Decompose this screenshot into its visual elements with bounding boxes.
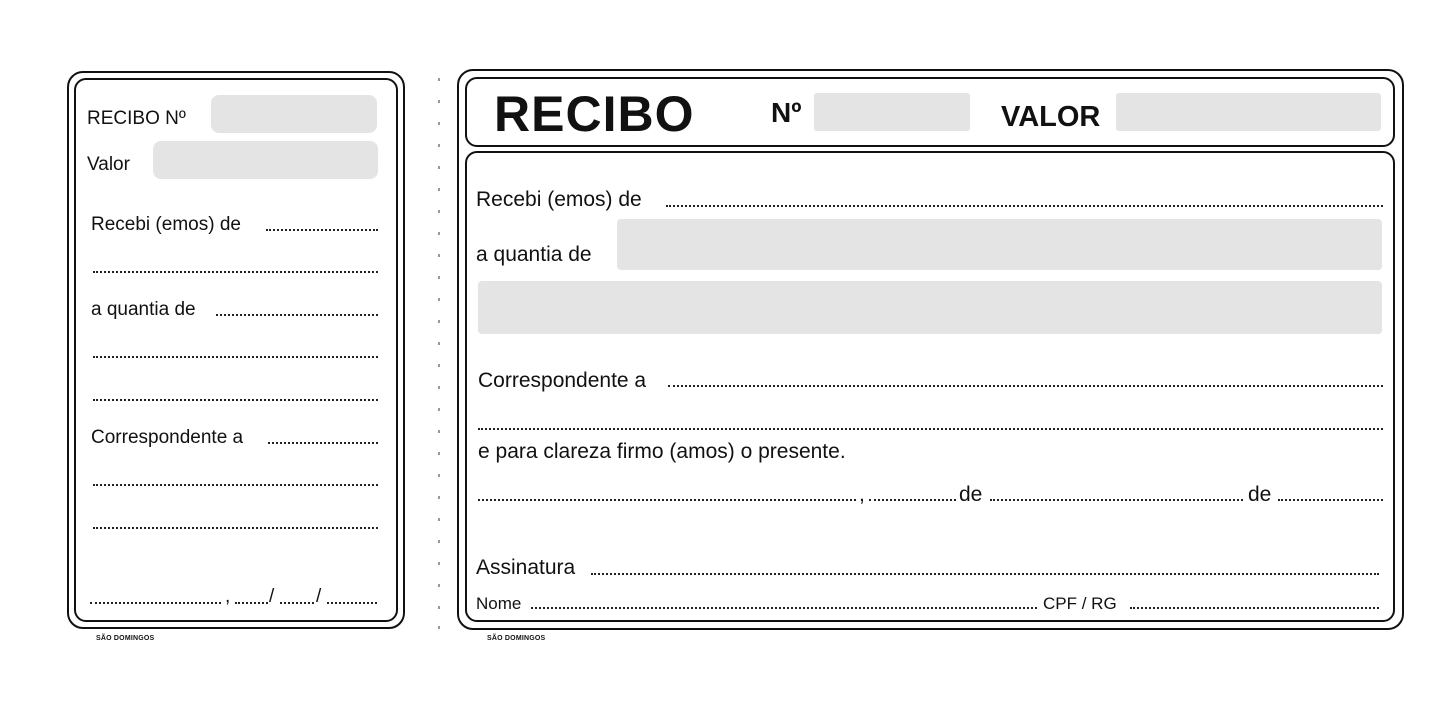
- stub-valor-field[interactable]: [153, 141, 378, 179]
- stub-recebi-line[interactable]: [266, 229, 378, 231]
- stub-valor-label: Valor: [87, 154, 130, 175]
- stub-correspondente-line-3[interactable]: [93, 527, 378, 529]
- stub-recibo-no-label: RECIBO Nº: [87, 108, 186, 129]
- stub-date-day-line[interactable]: [235, 602, 268, 604]
- stub-date-slash-1: /: [269, 586, 275, 607]
- receipt-no-field[interactable]: [814, 93, 970, 131]
- receipt-clareza-text: e para clareza firmo (amos) o presente.: [478, 440, 846, 463]
- stub-brand: SÃO DOMINGOS: [96, 635, 155, 642]
- receipt-date-year-line[interactable]: [1278, 499, 1383, 501]
- receipt-nome-line[interactable]: [531, 607, 1037, 609]
- stub-date-comma: ,: [225, 586, 231, 607]
- stub-correspondente-line-2[interactable]: [93, 484, 378, 486]
- receipt-recebi-line[interactable]: [666, 205, 1383, 207]
- stub-quantia-line[interactable]: [216, 314, 378, 316]
- receipt-cpf-line[interactable]: [1130, 607, 1379, 609]
- receipt-correspondente-label: Correspondente a: [478, 369, 647, 392]
- receipt-no-label: Nº: [771, 97, 802, 128]
- receipt-assinatura-line[interactable]: [591, 573, 1379, 575]
- receipt-valor-label: VALOR: [1001, 101, 1101, 133]
- stub-quantia-label: a quantia de: [91, 299, 196, 320]
- stub-quantia-line-2[interactable]: [93, 356, 378, 358]
- receipt-brand: SÃO DOMINGOS: [487, 635, 546, 642]
- receipt-recebi-label: Recebi (emos) de: [476, 188, 642, 211]
- stub-date-month-line[interactable]: [280, 602, 314, 604]
- receipt-quantia-field-2[interactable]: [478, 281, 1382, 334]
- stub-correspondente-label: Correspondente a: [91, 427, 244, 448]
- stub-date-year-line[interactable]: [327, 602, 377, 604]
- receipt-title: RECIBO: [494, 86, 695, 142]
- receipt-correspondente-line[interactable]: [668, 385, 1383, 387]
- receipt-date-day-line[interactable]: [869, 499, 956, 501]
- stub-date-place-line[interactable]: [90, 602, 221, 604]
- receipt-nome-label: Nome: [476, 594, 522, 613]
- receipt-valor-field[interactable]: [1116, 93, 1381, 131]
- receipt-cpf-label: CPF / RG: [1043, 594, 1117, 613]
- receipt-date-place-line[interactable]: [478, 499, 856, 501]
- receipt-correspondente-line-2[interactable]: [478, 428, 1383, 430]
- receipt-date-comma: ,: [859, 483, 865, 506]
- receipt-quantia-field[interactable]: [617, 219, 1382, 270]
- receipt-quantia-label: a quantia de: [476, 243, 592, 266]
- stub-recebi-label: Recebi (emos) de: [91, 214, 241, 235]
- receipt-date-month-line[interactable]: [990, 499, 1243, 501]
- receipt-assinatura-label: Assinatura: [476, 556, 576, 579]
- receipt-date-de-2: de: [1248, 483, 1272, 506]
- receipt-date-de-1: de: [959, 483, 983, 506]
- stub-date-slash-2: /: [316, 586, 322, 607]
- stub-recibo-no-field[interactable]: [211, 95, 377, 133]
- stub-quantia-line-3[interactable]: [93, 399, 378, 401]
- stub-recebi-line-2[interactable]: [93, 271, 378, 273]
- stub-correspondente-line[interactable]: [268, 442, 378, 444]
